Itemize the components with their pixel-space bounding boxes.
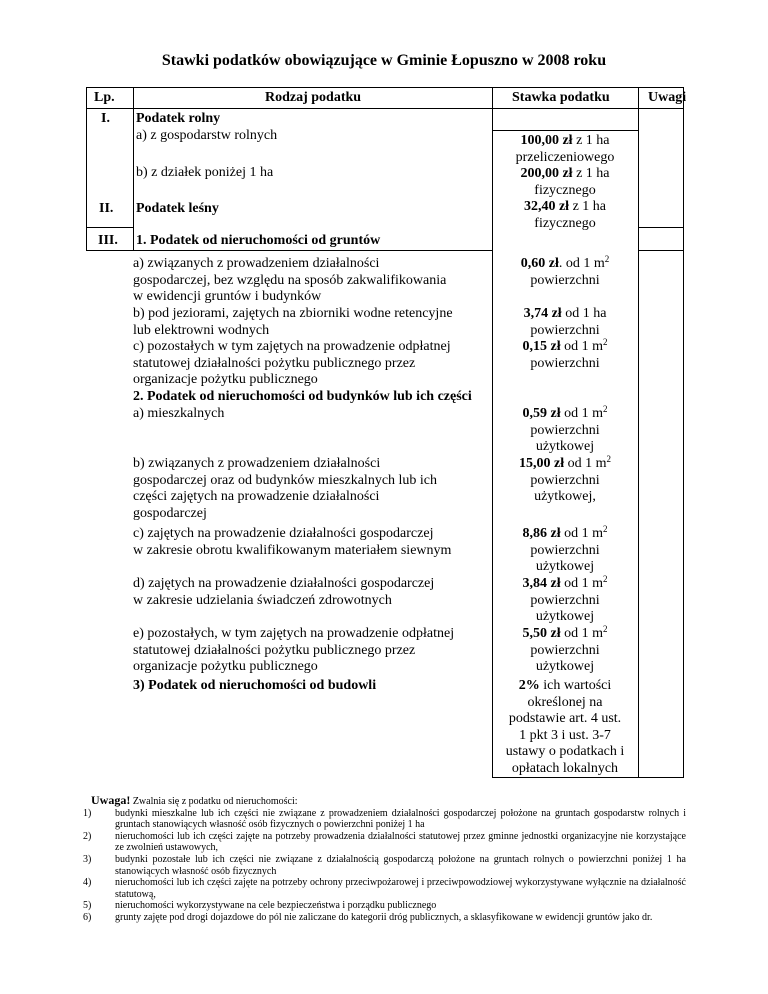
header-uwagi: Uwagi — [648, 90, 687, 105]
budynki-b: b) związanych z prowadzeniem działalności gospodarczej oraz od budynków mieszkalnych lub ich części zajętych na prowadzenie działalności gospodarczej — [133, 456, 438, 521]
section-3-title3: 3) Podatek od nieruchomości od budowli — [133, 678, 377, 693]
rate-budynki-d: 3,84 zł od 1 $m^2$ powierzchni użytkowej — [522, 574, 608, 624]
section-1-b: b) z działek poniżej 1 ha — [136, 165, 274, 180]
rate-grunty-b: 3,74 zł od 1 ha powierzchni — [523, 306, 607, 338]
budynki-a: a) mieszkalnych — [133, 406, 225, 421]
section-3-title: 1. Podatek od nieruchomości od gruntów — [136, 233, 381, 248]
grunty-b: b) pod jeziorami, zajętych na zbiorniki wodne retencyjne lub elektrowni wodnych — [133, 306, 453, 338]
rate-1b: 200,00 zł z 1 ha fizycznego — [520, 166, 610, 198]
lp-2: II. — [99, 201, 114, 216]
rate-budynki-e: 5,50 zł od 1 $m^2$ powierzchni użytkowej — [522, 624, 608, 674]
grunty-a: a) związanych z prowadzeniem działalności gospodarczej, bez względu na sposób zakwalifikowania w ewidencji gruntów i budynków — [133, 256, 447, 304]
rate-1a: 100,00 zł z 1 ha przeliczeniowego — [515, 133, 615, 165]
note-item: 6) grunty zajęte pod drogi dojazdowe do pól nie zaliczane do kategorii dróg publicznych, a sklasyfikowane w ewidencji gruntów jako dr. — [83, 911, 653, 923]
header-rodzaj: Rodzaj podatku — [265, 90, 362, 105]
notes — [83, 793, 686, 924]
section-3-title2: 2. Podatek od nieruchomości od budynków lub ich części — [133, 389, 472, 404]
note-item: 5) nieruchomości wykorzystywane na cele bezpieczeństwa i porządku publicznego — [83, 900, 437, 912]
section-1-a: a) z gospodarstw rolnych — [136, 128, 278, 143]
budynki-d: d) zajętych na prowadzenie działalności gospodarczej w zakresie udzielania świadczeń zdrowotnych — [133, 576, 435, 608]
rate-budowle: 2% ich wartości określonej na podstawie art. 4 ust. 1 pkt 3 i ust. 3-7 ustawy o podatkach i opłatach lokalnych — [505, 678, 625, 776]
header-stawka: Stawka podatku — [512, 90, 610, 105]
note-item: 1) budynki mieszkalne lub ich części nie związane z prowadzeniem działalności gospodarczej położone na gruntach gospodarstw rolnych i gruntach stanowiących własność osób fizycznych o powierzchni poniżej 1 ha — [83, 807, 686, 831]
rate-2: 32,40 zł z 1 ha fizycznego — [523, 199, 607, 231]
grunty-c: c) pozostałych w tym zajętych na prowadzenie odpłatnej statutowej działalności pożytku publicznego przez organizacje pożytku publicznego — [133, 339, 451, 387]
note-item: 4) nieruchomości lub ich części zajęte na potrzeby ochrony przeciwpożarowej i przeciwpowodziowej wykorzystywane wyłącznie na działalność statutową, — [83, 877, 686, 900]
lp-3: III. — [98, 233, 118, 248]
note-item: 2) nieruchomości lub ich części zajęte na potrzeby prowadzenia działalności statutowej przez gminne jednostki organizacyjne nie korzystające ze zwolnień ustawowych, — [83, 830, 686, 854]
rate-budynki-c: 8,86 zł od 1 $m^2$ powierzchni użytkowej — [522, 524, 608, 574]
budynki-c: c) zajętych na prowadzenie działalności gospodarczej w zakresie obrotu kwalifikowanym materiałem siewnym — [133, 526, 452, 558]
page-title: Stawki podatków obowiązujące w Gminie Łopuszno w 2008 roku — [161, 52, 607, 69]
rate-grunty-a: 0,60 zł. od 1 $m^2$ powierzchni — [520, 254, 610, 288]
notes-heading: Uwaga! Zwalnia się z podatku od nieruchomości: — [91, 793, 298, 807]
rate-grunty-c: 0,15 zł od 1 $m^2$ powierzchni — [522, 337, 608, 371]
header-lp: Lp. — [94, 90, 115, 105]
lp-1: I. — [101, 111, 110, 126]
rate-budynki-a: 0,59 zł od 1 $m^2$ powierzchni użytkowej — [522, 404, 608, 454]
section-1-title: Podatek rolny — [136, 111, 221, 126]
note-item: 3) budynki pozostałe lub ich części nie związane z działalnością gospodarczą położone na gruntach rolnych o powierzchni poniżej 1 ha stanowiących własność osób fizycznych — [83, 853, 686, 877]
budynki-e: e) pozostałych, w tym zajętych na prowadzenie odpłatnej statutowej działalności pożytku publicznego przez organizacje pożytku publicznego — [133, 626, 455, 674]
section-2-title: Podatek leśny — [136, 201, 219, 216]
rate-budynki-b: 15,00 zł od 1 $m^2$ powierzchni użytkowej, — [519, 454, 611, 504]
